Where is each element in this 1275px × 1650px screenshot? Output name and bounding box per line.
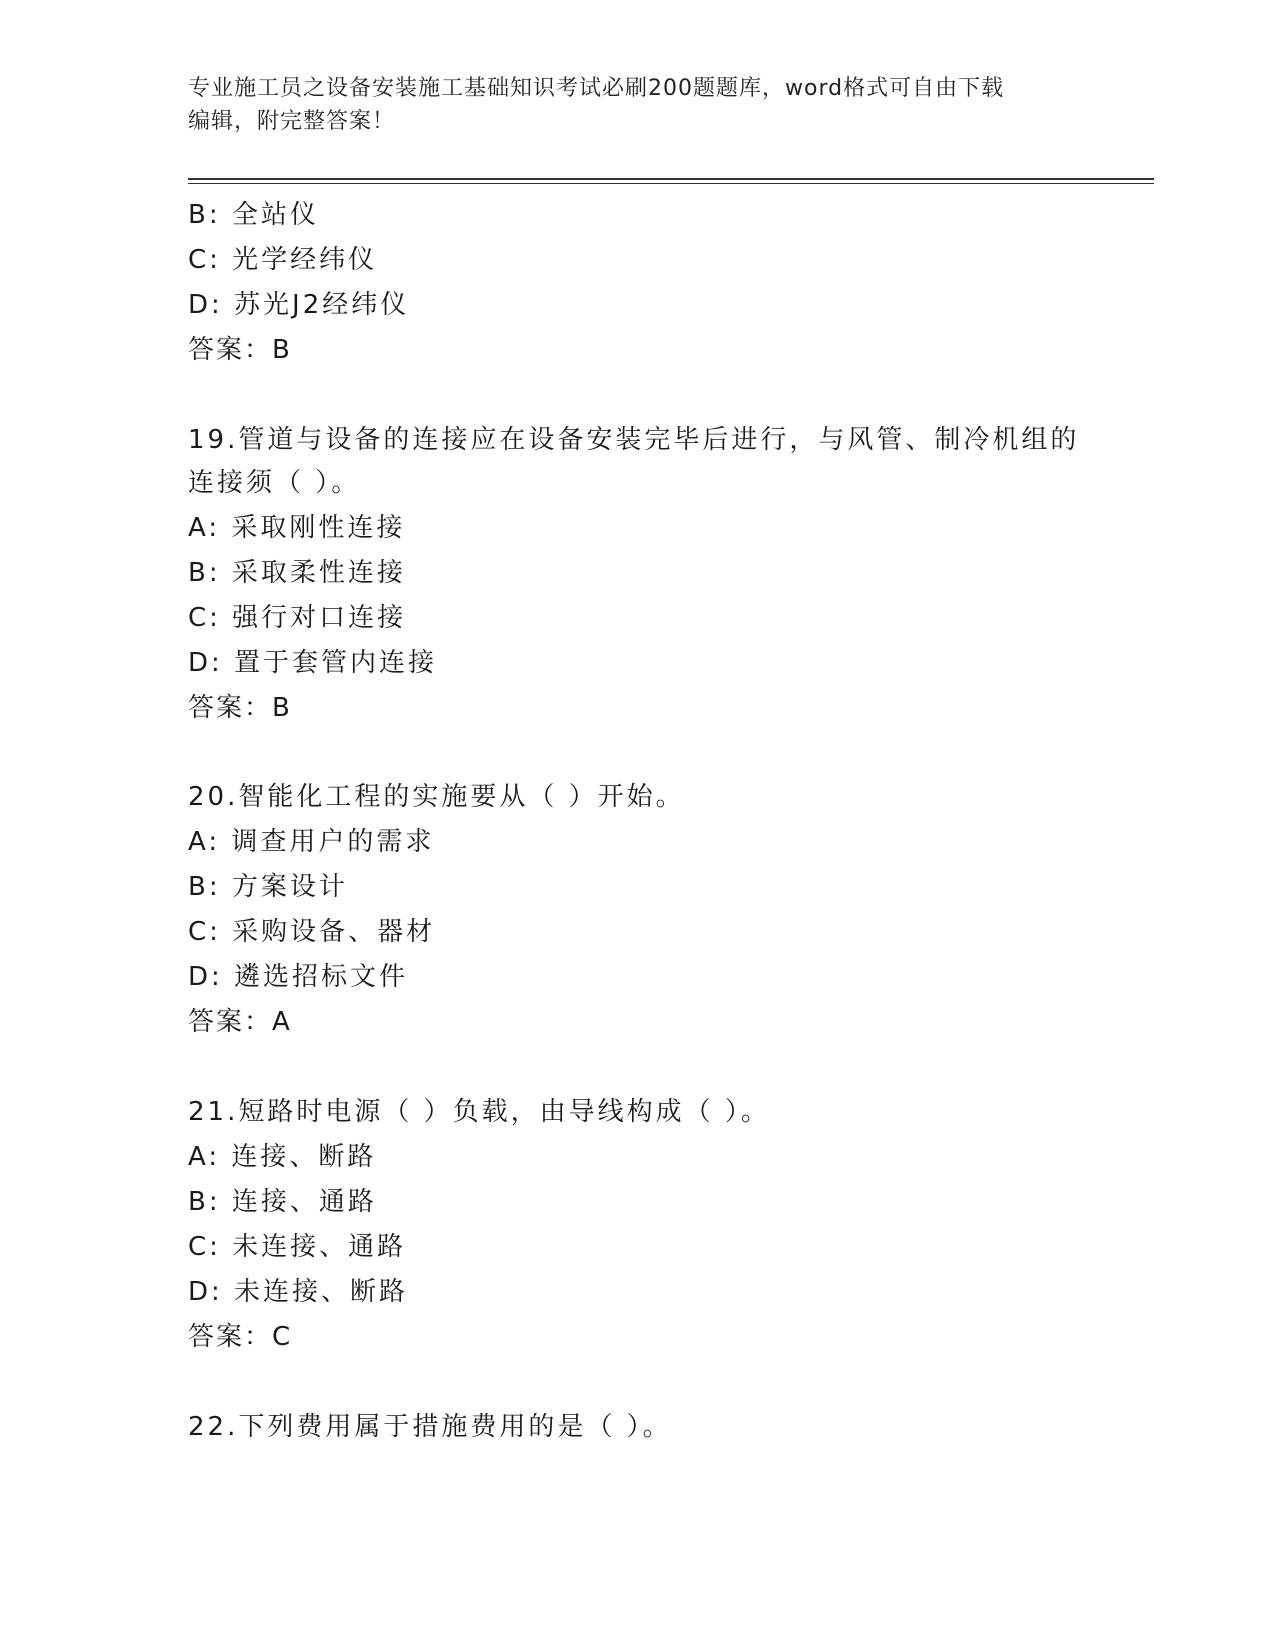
- option-c: C: 强行对口连接: [188, 603, 407, 633]
- header-line-2: 编辑，附完整答案！: [188, 109, 396, 134]
- question-stem: 19.管道与设备的连接应在设备安装完毕后进行，与风管、制冷机组的: [188, 425, 1080, 455]
- option-d: D: 苏光J2经纬仪: [188, 290, 410, 320]
- question-stem: 22.下列费用属于措施费用的是（ ）。: [188, 1412, 672, 1442]
- option-c: C: 未连接、通路: [188, 1232, 407, 1262]
- option-a: A: 采取刚性连接: [188, 513, 406, 543]
- option-c: C: 光学经纬仪: [188, 245, 378, 275]
- document-header: [188, 72, 1088, 138]
- option-d: D: 遴选招标文件: [188, 962, 409, 992]
- option-a: A: 连接、断路: [188, 1142, 377, 1172]
- answer-line: 答案：A: [188, 1007, 292, 1037]
- question-stem: 20.智能化工程的实施要从（ ）开始。: [188, 782, 685, 812]
- option-d: D: 未连接、断路: [188, 1277, 409, 1307]
- option-d: D: 置于套管内连接: [188, 648, 438, 678]
- option-b: B: 采取柔性连接: [188, 558, 406, 588]
- question-stem: 21.短路时电源（ ）负载，由导线构成（ ）。: [188, 1097, 770, 1127]
- answer-line: 答案：B: [188, 693, 292, 723]
- option-b: B: 全站仪: [188, 200, 319, 230]
- header-rule-thin: [188, 183, 1154, 184]
- question-stem-cont: 连接须（ ）。: [188, 468, 361, 498]
- option-a: A: 调查用户的需求: [188, 827, 435, 857]
- header-line-1: 专业施工员之设备安装施工基础知识考试必刷200题题库，word格式可自由下载: [188, 76, 1005, 101]
- answer-line: 答案：C: [188, 1322, 293, 1352]
- header-rule-thick: [188, 178, 1154, 180]
- option-b: B: 方案设计: [188, 872, 348, 902]
- option-c: C: 采购设备、器材: [188, 917, 436, 947]
- answer-line: 答案：B: [188, 335, 292, 365]
- option-b: B: 连接、通路: [188, 1187, 377, 1217]
